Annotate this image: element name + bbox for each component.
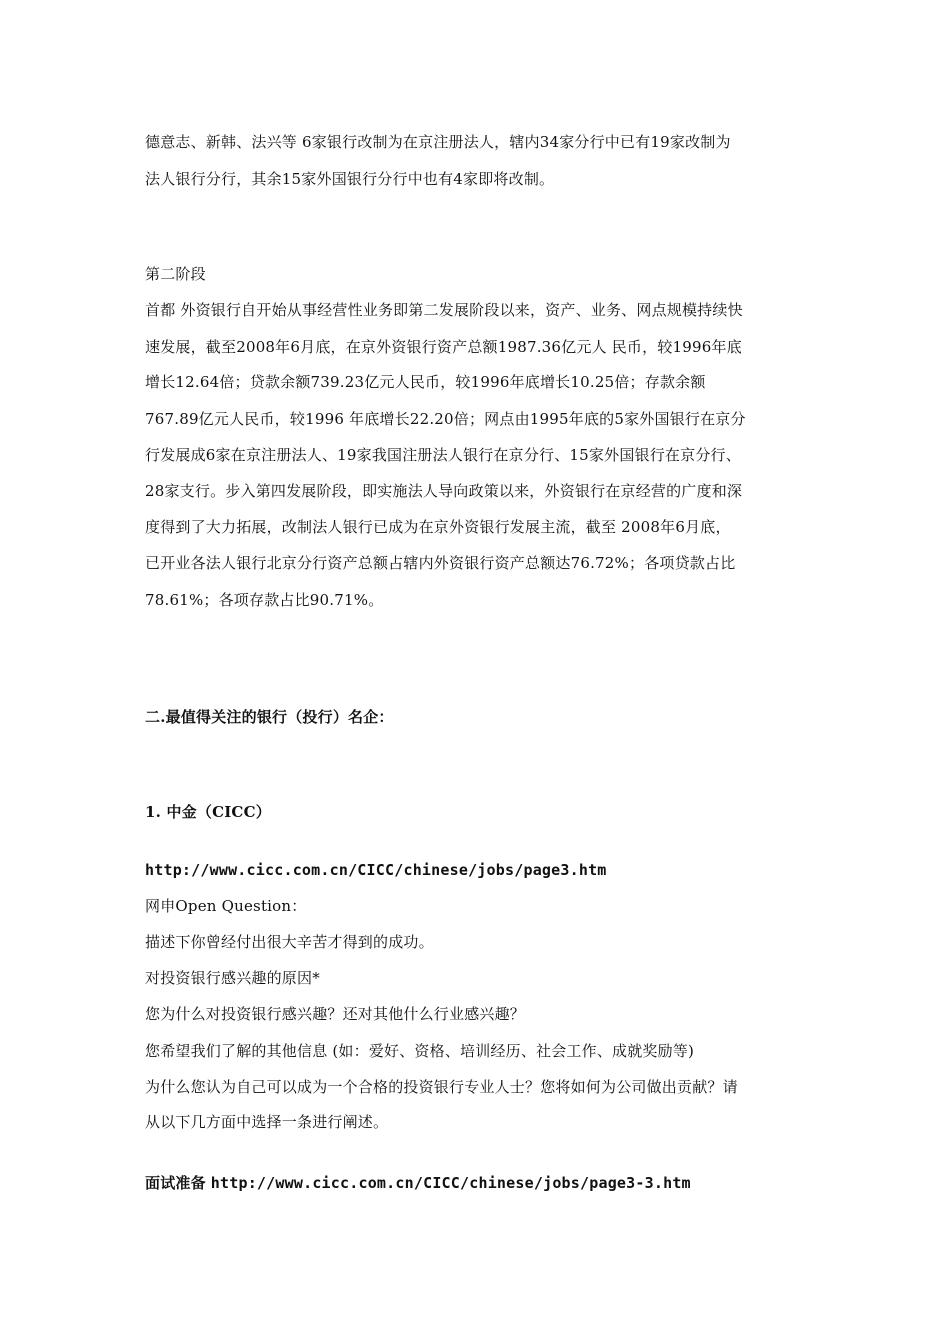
cicc-jobs-link[interactable]: http://www.cicc.com.cn/CICC/chinese/jobs/page3.htm xyxy=(145,861,607,879)
stage2-line-7: 度得到了大力拓展，改制法人银行已成为在京外资银行发展主流，截至 2008年6月底， xyxy=(145,518,731,536)
stage2-line-5: 行发展成6家在京注册法人、19家我国注册法人银行在京分行、15家外国银行在京分行、 xyxy=(145,446,741,464)
stage2-line-3: 增长12.64倍；贷款余额739.23亿元人民币，较1996年底增长10.25倍；存款余额 xyxy=(145,373,706,391)
stage2-line-9: 78.61%；各项存款占比90.71%。 xyxy=(145,591,384,609)
question-6: 从以下几方面中选择一条进行阐述。 xyxy=(145,1113,389,1131)
question-3: 您为什么对投资银行感兴趣？还对其他什么行业感兴趣？ xyxy=(145,1005,526,1023)
question-1: 描述下你曾经付出很大辛苦才得到的成功。 xyxy=(145,933,434,951)
stage2-title: 第二阶段 xyxy=(145,265,206,283)
stage2-line-6: 28家支行。步入第四发展阶段，即实施法人导向政策以来，外资银行在京经营的广度和深 xyxy=(145,482,743,500)
open-question-label: 网申Open Question： xyxy=(145,897,307,915)
stage2-line-4: 767.89亿元人民币，较1996 年底增长22.20倍；网点由1995年底的5家外国银行在京分 xyxy=(145,410,746,428)
question-4: 您希望我们了解的其他信息 (如：爱好、资格、培训经历、社会工作、成就奖励等) xyxy=(145,1042,695,1060)
stage2-line-2: 速发展，截至2008年6月底，在京外资银行资产总额1987.36亿元人 民币，较1996年底 xyxy=(145,338,742,356)
section2-heading: 二.最值得关注的银行（投行）名企： xyxy=(145,708,394,726)
interview-prep-line xyxy=(145,1173,691,1193)
interview-prep-link[interactable]: http://www.cicc.com.cn/CICC/chinese/jobs/page3-3.htm xyxy=(210,1174,691,1192)
question-2: 对投资银行感兴趣的原因* xyxy=(145,969,320,987)
intro-line-2: 法人银行分行，其余15家外国银行分行中也有4家即将改制。 xyxy=(145,170,555,188)
stage2-line-1: 首都 外资银行自开始从事经营性业务即第二发展阶段以来，资产、业务、网点规模持续快 xyxy=(145,301,743,319)
question-5: 为什么您认为自己可以成为一个合格的投资银行专业人士？您将如何为公司做出贡献？请 xyxy=(145,1078,738,1096)
interview-prep-label: 面试准备 xyxy=(145,1174,206,1192)
cicc-heading: 1. 中金（CICC） xyxy=(145,803,271,821)
intro-line-1: 德意志、新韩、法兴等 6家银行改制为在京注册法人，辖内34家分行中已有19家改制为 xyxy=(145,133,731,151)
stage2-line-8: 已开业各法人银行北京分行资产总额占辖内外资银行资产总额达76.72%；各项贷款占比 xyxy=(145,554,736,572)
